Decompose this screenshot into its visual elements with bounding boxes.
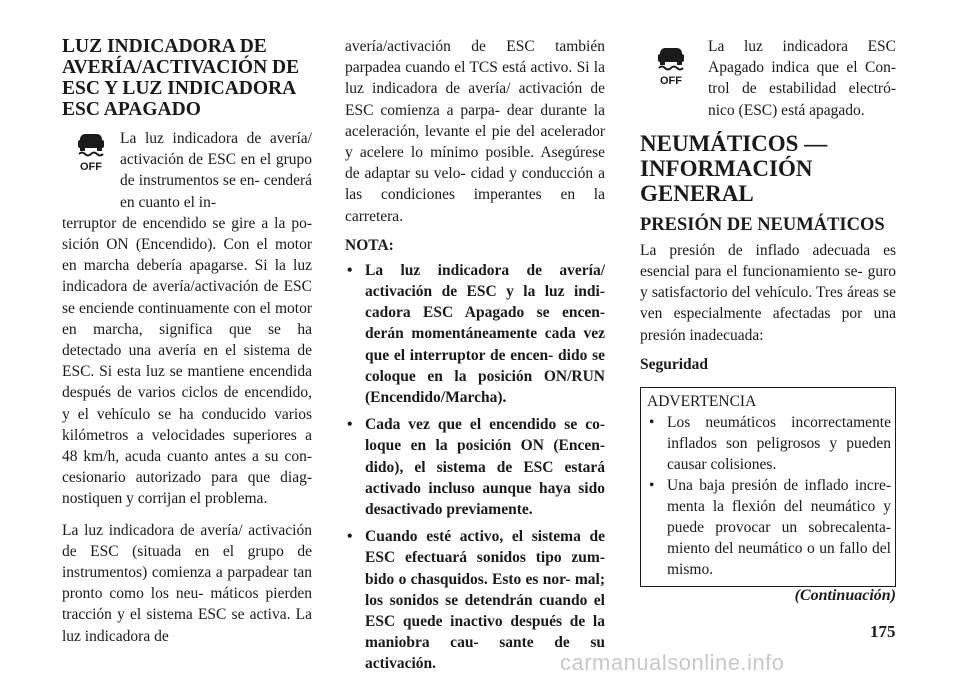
esc-icon-label: OFF	[660, 75, 682, 86]
warning-box	[640, 387, 896, 587]
esc-off-icon	[62, 128, 120, 198]
nota-list	[345, 260, 605, 675]
heading-line: NEUMÁTICOS —	[640, 130, 828, 156]
esc-icon-label: OFF	[80, 161, 102, 172]
esc-para-3: avería/activación de ESC también parpadea cuando el TCS está activo. Si la luz indicadora de avería/ activación de ESC comienza a parpa- dear durante la aceleración, levante el pie del acelerador y acelere lo mínimo posible. Asegúrese de adaptar su velo- cidad y conducción a las condiciones imperantes en la carretera.	[345, 38, 605, 225]
list-item: • Cada vez que el encendido se co- loque en la posición ON (Encen- dido), el sistema de ESC estará activado incluso aunque haya sido desactivado previamente.	[347, 416, 605, 519]
heading-line: ESC Y LUZ INDICADORA	[62, 78, 297, 99]
page-number: 175	[870, 622, 896, 641]
heading-line: LUZ INDICADORA DE	[62, 36, 267, 57]
warning-list	[647, 412, 891, 580]
list-item: • Los neumáticos incorrectamente inflados son peligrosos y pueden causar colisiones.	[649, 414, 891, 474]
nota-label: NOTA:	[345, 236, 394, 254]
tire-pressure-subheading: PRESIÓN DE NEUMÁTICOS	[640, 214, 885, 235]
esc-off-icon	[640, 36, 702, 102]
heading-line: ESC APAGADO	[62, 99, 201, 120]
column-2	[345, 36, 605, 681]
list-item: • Una baja presión de inflado incre- menta la flexión del neumático y puede provocar un sobrecalenta- miento del neumático o un fallo del mismo.	[649, 477, 891, 579]
list-item: • La luz indicadora de avería/ activación de ESC y la luz indi- cadora ESC Apagado se encen- derán momentáneamente cada vez que el interruptor de encen- dido se coloque en la posición ON/RUN (Encendido/Marcha).	[347, 261, 605, 407]
section-heading-esc	[62, 36, 312, 120]
seguridad-label: Seguridad	[640, 355, 709, 373]
esc-off-description: La luz indicadora ESC Apagado indica que el Con- trol de estabilidad electró- nico (ESC) está apagado.	[708, 38, 896, 119]
tires-heading	[640, 131, 896, 206]
watermark: carmanualsonline.info	[560, 650, 785, 675]
column-3	[640, 36, 896, 605]
heading-line: INFORMACIÓN	[640, 155, 813, 181]
tire-pressure-para: La presión de inflado adecuada es esencial para el funcionamiento se- guro y satisfactorio del vehículo. Tres áreas se ven especialmente afectadas por una presión inadecuada:	[640, 241, 896, 344]
continuation-label: (Continuación)	[794, 587, 896, 605]
heading-line: GENERAL	[640, 180, 754, 206]
heading-line: AVERÍA/ACTIVACIÓN DE	[62, 57, 300, 78]
esc-para-2: La luz indicadora de avería/ activación de ESC (situada en el grupo de instrumentos) comienza a parpadear tan pronto como los neu- máticos pierden tracción y el sistema ESC se activa. La luz indicadora de	[62, 521, 312, 645]
esc-para-1-lead: La luz indicadora de avería/ activación de ESC en el grupo de instrumentos se en- cenderá en cuanto el in-	[120, 130, 312, 211]
esc-para-1-rest: terruptor de encendido se gire a la po- sición ON (Encendido). Con el motor en marcha debería apagarse. Si la luz indicadora de avería/activación de ESC se enciende continuamente con el motor en marcha, significa que se ha detectado una avería en el sistema de ESC. Si esta luz se mantiene encendida después de varios ciclos de encendido, y el vehículo se ha conducido varios kilómetros a velocidades superiores a 48 km/h, acuda cuanto antes a su con- cesionario autorizado para que diag- nostiquen y corrijan el problema.	[62, 214, 312, 508]
column-1	[62, 36, 312, 647]
warning-title: ADVERTENCIA	[647, 393, 757, 411]
list-item: • Cuando esté activo, el sistema de ESC efectuará sonidos tipo zum- bido o chasquidos. Esto es nor- mal; los sonidos se detendrán cuando el ESC quede inactivo después de la maniobra cau- sante de su activación.	[347, 528, 605, 673]
